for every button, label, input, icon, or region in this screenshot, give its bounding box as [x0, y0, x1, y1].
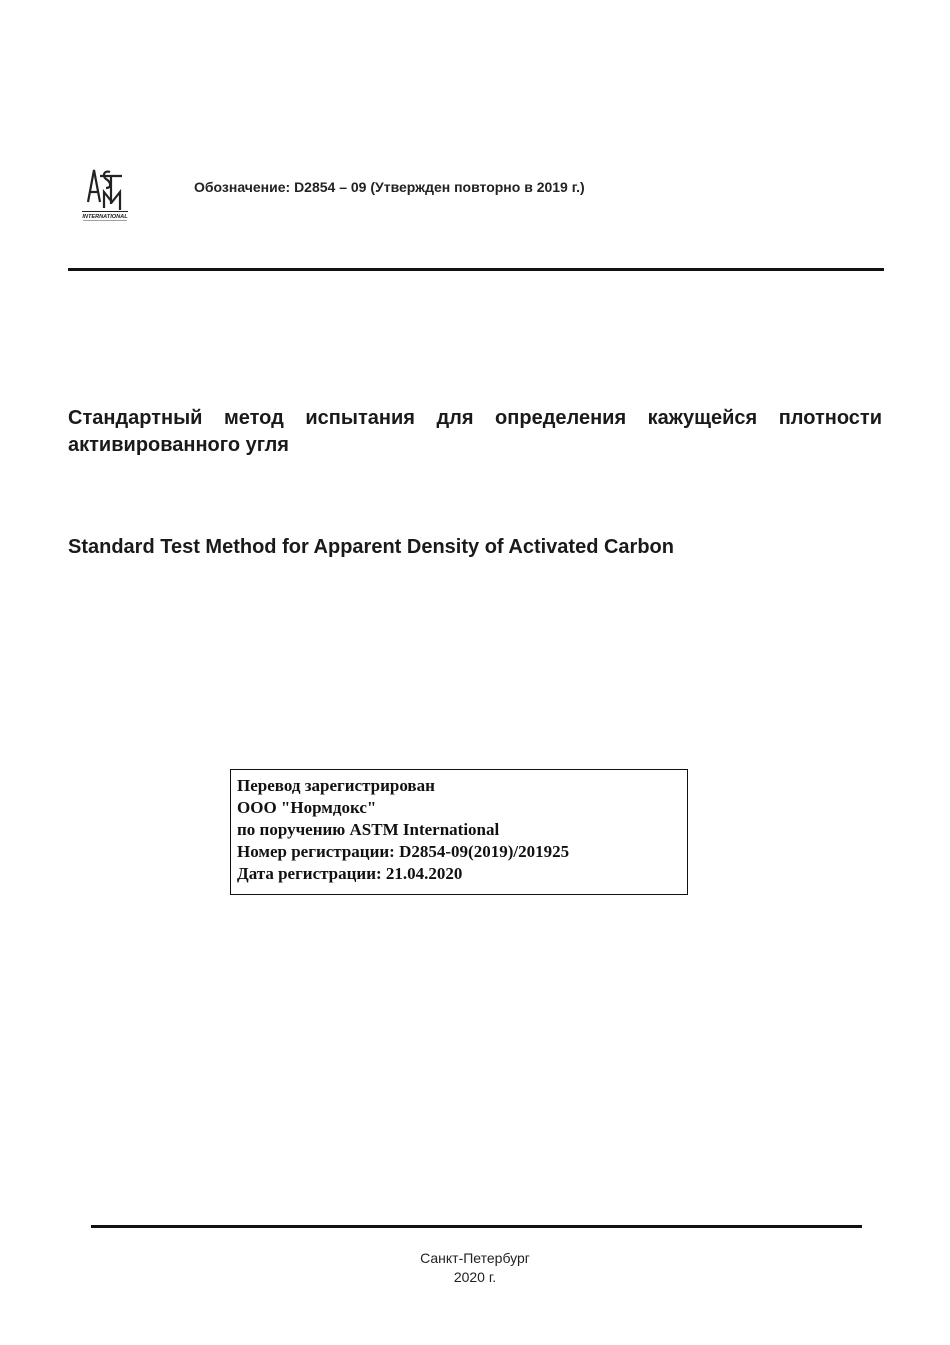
- bottom-divider: [91, 1225, 862, 1228]
- astm-logo-icon: [78, 164, 132, 222]
- registration-line: Номер регистрации: D2854-09(2019)/201925: [237, 842, 570, 861]
- registration-line: ООО "Нормдокс": [237, 798, 377, 817]
- title-english: Standard Test Method for Apparent Density of Activated Carbon: [68, 536, 674, 558]
- title-russian: Стандартный метод испытания для определения кажущейся плотности активированного угля: [68, 407, 882, 456]
- footer-city: Санкт-Петербург: [420, 1250, 530, 1266]
- registration-line: Перевод зарегистрирован: [237, 776, 435, 795]
- designation-line: Обозначение: D2854 – 09 (Утвержден повторно в 2019 г.): [194, 179, 585, 195]
- footer-year: 2020 г.: [453, 1269, 497, 1285]
- registration-line: по поручению ASTM International: [237, 820, 500, 839]
- registration-line: Дата регистрации: 21.04.2020: [237, 864, 463, 883]
- registration-box: [230, 769, 688, 895]
- top-divider: [68, 268, 884, 271]
- logo-subtext: INTERNATIONAL: [82, 214, 128, 220]
- astm-logo: [78, 164, 132, 222]
